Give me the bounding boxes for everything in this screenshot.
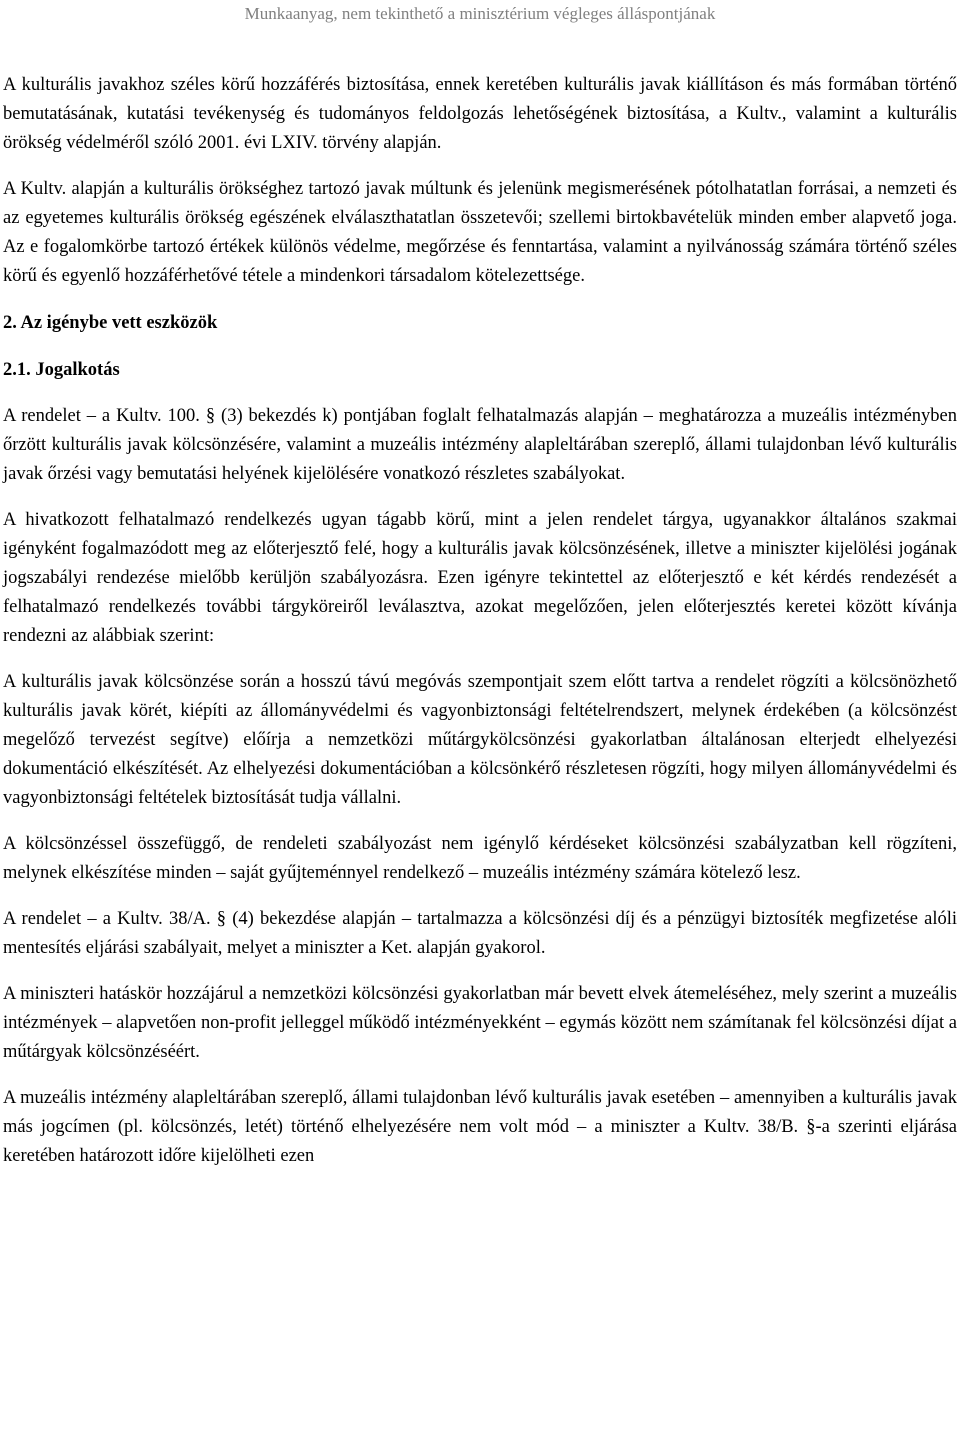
paragraph-kultv-heritage: A Kultv. alapján a kulturális örökséghez tartozó javak múltunk és jelenünk megismerésének pótolhatatlan forrásai, a nemzeti és az egyetemes kulturális örökség egészének elválaszthatatlan összetevői; szellemi birtokbavételük minden ember alapvető joga. Az e fogalomkörbe tartozó értékek különös védelme, megőrzése és fenntartása, valamint a nyilvánosság számára történő széles körű és egyenlő hozzáférhetővé tétele a mindenkori társadalom kötelezettsége. [3, 179, 957, 286]
subsection-heading-lawmaking: 2.1. Jogalkotás [3, 360, 120, 380]
paragraph-lending-rules: A kölcsönzéssel összefüggő, de rendeleti szabályozást nem igénylő kérdéseket kölcsönzési szabályzatban kell rögzíteni, melynek elkészítése minden – saját gyűjteménnyel rendelkező – muzeális intézmény számára kötelező lesz. [3, 834, 957, 883]
paragraph-access: A kulturális javakhoz széles körű hozzáférés biztosítása, ennek keretében kulturális javak kiállításon és más formában történő bemutatásának, kutatási tevékenység és tudományos feldolgozás lehetőségének biztosítása, a Kultv., valamint a kulturális örökség védelméről szóló 2001. évi LXIV. törvény alapján. [3, 75, 957, 153]
paragraph-lending-conditions: A kulturális javak kölcsönzése során a hosszú távú megóvás szempontjait szem előtt tartva a rendelet rögzíti a kölcsönözhető kulturális javak körét, kiépíti az állományvédelmi és vagyonbiztonsági feltételrendszert, melynek érdekében (a kölcsönzést megelőző tervezést segítve) előírja a nemzetközi műtárgykölcsönzési gyakorlatban általánosan elterjedt elhelyezési dokumentáció elkészítését. Az elhelyezési dokumentációban a kölcsönkérő részletesen rögzíti, hogy milyen állományvédelmi és vagyonbiztonsági feltételek biztosítását tudja vállalni. [3, 672, 957, 808]
section-heading-tools: 2. Az igénybe vett eszközök [3, 313, 218, 333]
paragraph-designation: A muzeális intézmény alapleltárában szereplő, állami tulajdonban lévő kulturális javak esetében – amennyiben a kulturális javak más jogcímen (pl. kölcsönzés, letét) történő elhelyezésére nem volt mód – a miniszter a Kultv. 38/B. §-a szerinti eljárása keretében határozott időre kijelölheti ezen [3, 1088, 957, 1166]
document-body [3, 71, 957, 1171]
draft-watermark-header: Munkaanyag, nem tekinthető a minisztérium végleges álláspontjának [244, 4, 716, 23]
paragraph-scope: A hivatkozott felhatalmazó rendelkezés ugyan tágabb körű, mint a jelen rendelet tárgya, ugyanakkor általános szakmai igényként fogalmazódott meg az előterjesztő felé, hogy a kulturális javak kölcsönzésének, illetve a miniszter kijelölési jogának jogszabályi rendezése mielőbb kerüljön szabályozásra. Ezen igényre tekintettel az előterjesztő e két kérdés rendezését a felhatalmazó rendelkezés további tárgyköreiről leválasztva, azokat megelőzően, jelen előterjesztés keretei között kívánja rendezni az alábbiak szerint: [3, 510, 957, 646]
paragraph-regulation-authorization: A rendelet – a Kultv. 100. § (3) bekezdés k) pontjában foglalt felhatalmazás alapján – meghatározza a muzeális intézményben őrzött kulturális javak kölcsönzésére, valamint a muzeális intézmény alapleltárában szereplő, állami tulajdonban lévő kulturális javak őrzési vagy bemutatási helyének kijelölésére vonatkozó részletes szabályokat. [3, 406, 957, 484]
paragraph-ministerial-authority: A miniszteri hatáskör hozzájárul a nemzetközi kölcsönzési gyakorlatban már bevett elvek átemeléséhez, mely szerint a muzeális intézmények – alapvetően non-profit jelleggel működő intézményekként – egymás között nem számítanak fel kölcsönzési díjat a műtárgyak kölcsönzéséért. [3, 984, 957, 1062]
paragraph-fee-exemption: A rendelet – a Kultv. 38/A. § (4) bekezdése alapján – tartalmazza a kölcsönzési díj és a pénzügyi biztosíték megfizetése alóli mentesítés eljárási szabályait, melyet a miniszter a Ket. alapján gyakorol. [3, 909, 957, 958]
